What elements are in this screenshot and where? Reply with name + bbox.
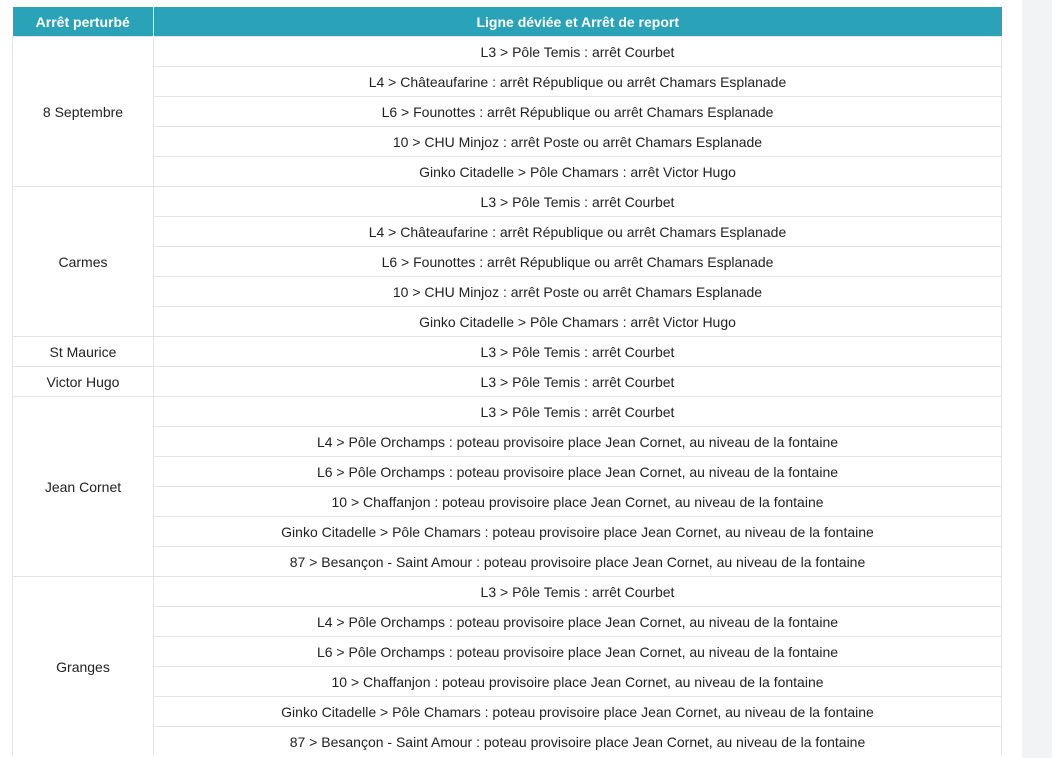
table-row	[13, 307, 1002, 337]
diverted-line-cell: L4 > Châteaufarine : arrêt République ou arrêt Chamars Esplanade	[154, 217, 1002, 247]
diverted-line-cell: L3 > Pôle Temis : arrêt Courbet	[154, 397, 1002, 427]
scrollbar-track[interactable]	[1022, 0, 1052, 758]
diverted-line-cell: Ginko Citadelle > Pôle Chamars : arrêt Victor Hugo	[154, 157, 1002, 187]
diverted-line-cell: 10 > CHU Minjoz : arrêt Poste ou arrêt Chamars Esplanade	[154, 127, 1002, 157]
disrupted-stop-cell: 8 Septembre	[13, 37, 154, 187]
disrupted-stop-cell: Victor Hugo	[13, 367, 154, 397]
table-row	[13, 37, 1002, 67]
header-diverted-line: Ligne déviée et Arrêt de report	[154, 7, 1002, 37]
table-row	[13, 517, 1002, 547]
diverted-line-cell: 10 > Chaffanjon : poteau provisoire place Jean Cornet, au niveau de la fontaine	[154, 667, 1002, 697]
table-row	[13, 67, 1002, 97]
table-row	[13, 607, 1002, 637]
diverted-line-cell: L6 > Founottes : arrêt République ou arrêt Chamars Esplanade	[154, 97, 1002, 127]
table-row	[13, 577, 1002, 607]
table-row	[13, 427, 1002, 457]
diverted-line-cell: L3 > Pôle Temis : arrêt Courbet	[154, 37, 1002, 67]
disrupted-stop-cell: Granges	[13, 577, 154, 757]
diverted-line-cell: Ginko Citadelle > Pôle Chamars : poteau provisoire place Jean Cornet, au niveau de la fontaine	[154, 517, 1002, 547]
table-row	[13, 367, 1002, 397]
diverted-line-cell: L6 > Pôle Orchamps : poteau provisoire place Jean Cornet, au niveau de la fontaine	[154, 457, 1002, 487]
table-row	[13, 127, 1002, 157]
diverted-line-cell: L3 > Pôle Temis : arrêt Courbet	[154, 577, 1002, 607]
diverted-line-cell: L4 > Châteaufarine : arrêt République ou arrêt Chamars Esplanade	[154, 67, 1002, 97]
table-header-row	[13, 7, 1002, 37]
diverted-line-cell: L3 > Pôle Temis : arrêt Courbet	[154, 337, 1002, 367]
table-row	[13, 397, 1002, 427]
diverted-line-cell: L4 > Pôle Orchamps : poteau provisoire place Jean Cornet, au niveau de la fontaine	[154, 427, 1002, 457]
diverted-line-cell: L6 > Founottes : arrêt République ou arrêt Chamars Esplanade	[154, 247, 1002, 277]
table-row	[13, 337, 1002, 367]
table-row	[13, 157, 1002, 187]
disrupted-stop-cell: Jean Cornet	[13, 397, 154, 577]
diverted-line-cell: Ginko Citadelle > Pôle Chamars : poteau provisoire place Jean Cornet, au niveau de la fontaine	[154, 697, 1002, 727]
table-row	[13, 667, 1002, 697]
table-body	[13, 37, 1002, 757]
table-row	[13, 217, 1002, 247]
diverted-line-cell: Ginko Citadelle > Pôle Chamars : arrêt Victor Hugo	[154, 307, 1002, 337]
disrupted-stop-cell: Carmes	[13, 187, 154, 337]
diverted-line-cell: 10 > CHU Minjoz : arrêt Poste ou arrêt Chamars Esplanade	[154, 277, 1002, 307]
table-row	[13, 547, 1002, 577]
detour-table	[12, 7, 1002, 756]
diverted-line-cell: 87 > Besançon - Saint Amour : poteau provisoire place Jean Cornet, au niveau de la fontaine	[154, 727, 1002, 757]
table-row	[13, 727, 1002, 757]
diverted-line-cell: L6 > Pôle Orchamps : poteau provisoire place Jean Cornet, au niveau de la fontaine	[154, 637, 1002, 667]
disrupted-stop-cell: St Maurice	[13, 337, 154, 367]
table-row	[13, 187, 1002, 217]
diverted-line-cell: L3 > Pôle Temis : arrêt Courbet	[154, 187, 1002, 217]
diverted-line-cell: 87 > Besançon - Saint Amour : poteau provisoire place Jean Cornet, au niveau de la fontaine	[154, 547, 1002, 577]
table-row	[13, 97, 1002, 127]
table-row	[13, 277, 1002, 307]
table-row	[13, 697, 1002, 727]
table-row	[13, 487, 1002, 517]
diverted-line-cell: L4 > Pôle Orchamps : poteau provisoire place Jean Cornet, au niveau de la fontaine	[154, 607, 1002, 637]
table-row	[13, 247, 1002, 277]
diverted-line-cell: L3 > Pôle Temis : arrêt Courbet	[154, 367, 1002, 397]
table-row	[13, 457, 1002, 487]
diverted-line-cell: 10 > Chaffanjon : poteau provisoire place Jean Cornet, au niveau de la fontaine	[154, 487, 1002, 517]
header-disrupted-stop: Arrêt perturbé	[13, 7, 154, 37]
detour-table-container	[12, 7, 1001, 756]
table-row	[13, 637, 1002, 667]
